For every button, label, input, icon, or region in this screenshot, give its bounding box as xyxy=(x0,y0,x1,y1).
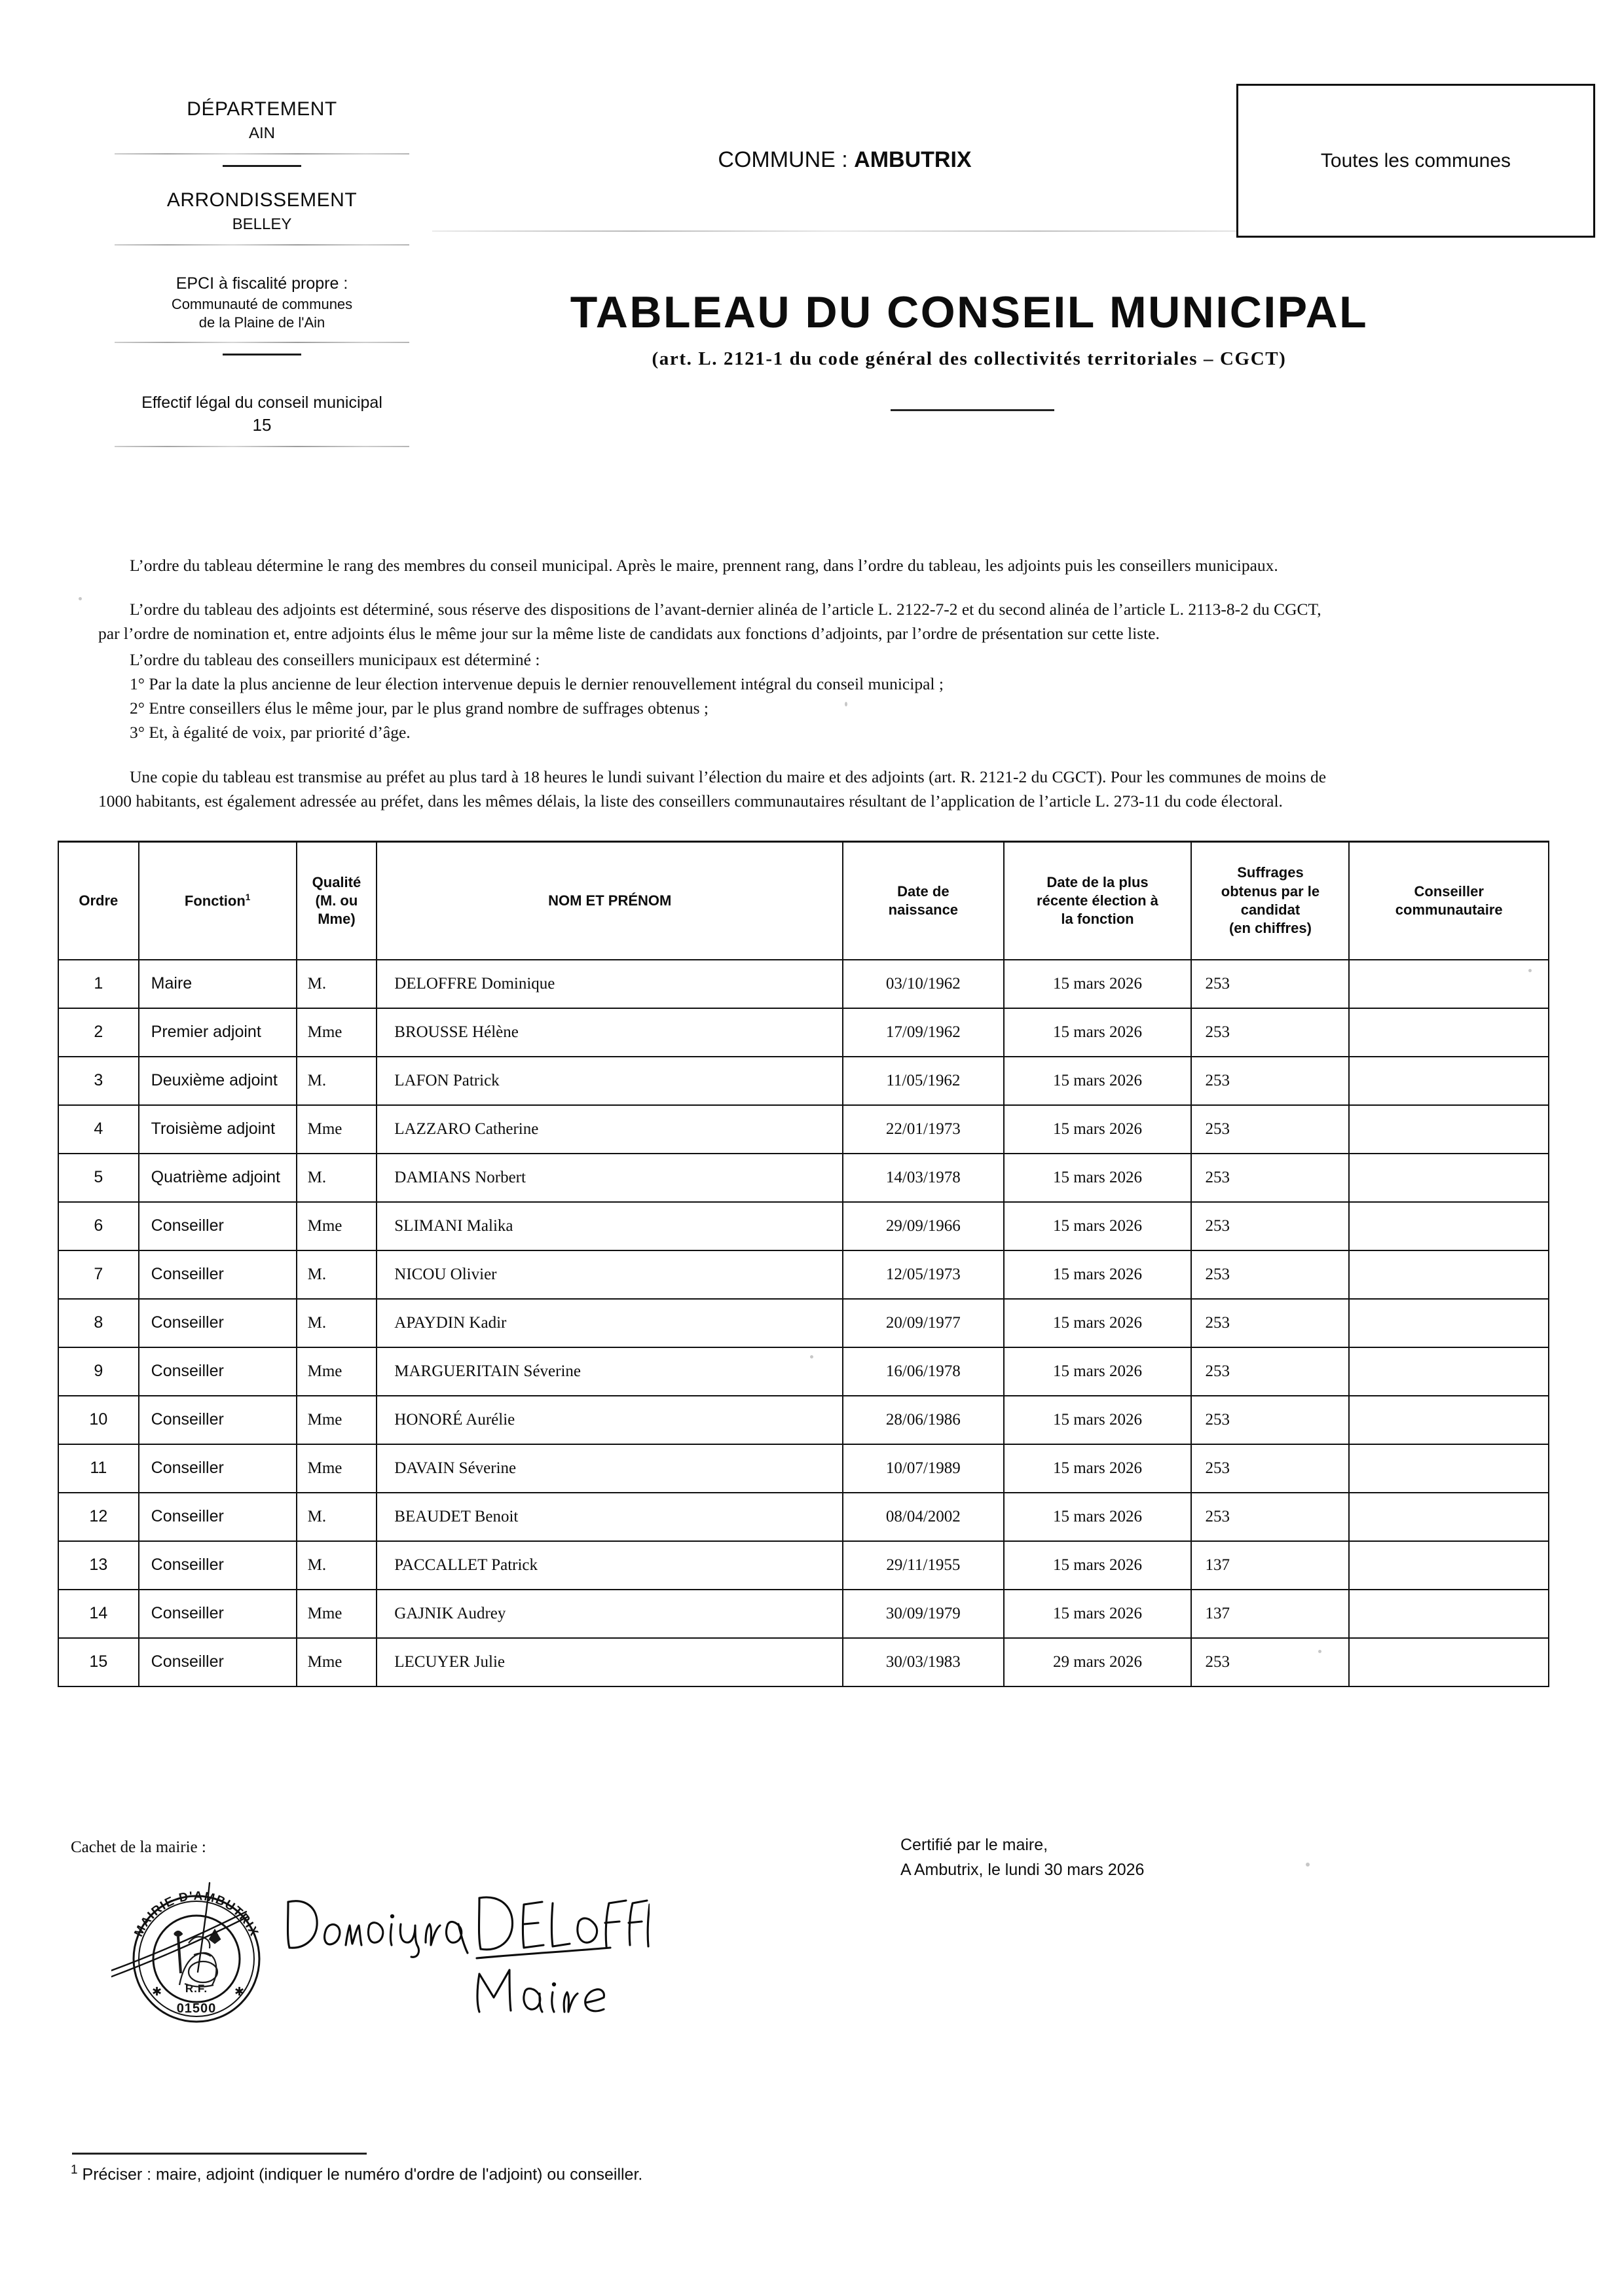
col-header-qualite-l2: (M. ou xyxy=(315,892,358,909)
cell-communautaire xyxy=(1349,1057,1549,1105)
col-header-naissance-l1: Date de xyxy=(897,883,950,900)
arrondissement-value: BELLEY xyxy=(232,215,292,233)
cell-communautaire xyxy=(1349,1541,1549,1590)
cell-qualite: Mme xyxy=(297,1396,377,1444)
cell-qualite: M. xyxy=(297,960,377,1008)
cell-suffrages: 253 xyxy=(1191,1057,1349,1105)
col-header-naissance-l2: naissance xyxy=(888,901,959,918)
cell-election: 29 mars 2026 xyxy=(1004,1638,1192,1686)
cell-suffrages: 253 xyxy=(1191,1250,1349,1299)
cell-communautaire xyxy=(1349,1154,1549,1202)
legal-text-block xyxy=(98,553,1539,813)
title-underline xyxy=(891,409,1054,411)
epci-name-line1: Communauté de communes xyxy=(171,296,353,312)
cell-election: 15 mars 2026 xyxy=(1004,1057,1192,1105)
col-header-qualite-l1: Qualité xyxy=(312,873,361,890)
table-row xyxy=(58,1154,1549,1202)
col-header-election-l2: récente élection à xyxy=(1037,892,1158,909)
cell-suffrages: 253 xyxy=(1191,1202,1349,1250)
epci-name-line2: de la Plaine de l'Ain xyxy=(198,314,325,331)
legal-paragraph-2-line2: par l’ordre de nomination et, entre adjoints élus le même jour sur la même liste de candidats aux fonctions d’adjoints, par l’ordre de présentation sur cette liste. xyxy=(98,624,1160,644)
cell-election: 15 mars 2026 xyxy=(1004,1008,1192,1057)
legal-item-1: 1° Par la date la plus ancienne de leur élection intervenue depuis le dernier renouvellement intégral du conseil municipal ; xyxy=(130,674,944,693)
cell-communautaire xyxy=(1349,1347,1549,1396)
cell-qualite: M. xyxy=(297,1057,377,1105)
cell-qualite: Mme xyxy=(297,1638,377,1686)
cell-nom: LAFON Patrick xyxy=(377,1057,843,1105)
cell-qualite: M. xyxy=(297,1250,377,1299)
col-header-election-l3: la fonction xyxy=(1061,910,1134,927)
col-header-qualite xyxy=(297,842,377,960)
footnote xyxy=(71,2163,642,2184)
cell-fonction: Conseiller xyxy=(139,1396,297,1444)
table-body xyxy=(58,960,1549,1686)
cell-naissance: 14/03/1978 xyxy=(843,1154,1003,1202)
col-header-date-election xyxy=(1004,842,1192,960)
cell-nom: SLIMANI Malika xyxy=(377,1202,843,1250)
cell-communautaire xyxy=(1349,1202,1549,1250)
scan-speckle xyxy=(1528,969,1532,972)
cell-naissance: 28/06/1986 xyxy=(843,1396,1003,1444)
col-header-nom-prenom: NOM ET PRÉNOM xyxy=(377,842,843,960)
effectif-value: 15 xyxy=(252,415,272,435)
scan-artifact-rule-1 xyxy=(432,230,1238,232)
col-header-suffrages-l3: candidat xyxy=(1240,901,1301,918)
cell-communautaire xyxy=(1349,1299,1549,1347)
table-header xyxy=(58,842,1549,960)
cell-suffrages: 253 xyxy=(1191,1299,1349,1347)
table-row xyxy=(58,1202,1549,1250)
cell-ordre: 2 xyxy=(58,1008,139,1057)
cell-naissance: 29/09/1966 xyxy=(843,1202,1003,1250)
legal-item-2: 2° Entre conseillers élus le même jour, par le plus grand nombre de suffrages obtenus ; xyxy=(130,699,709,718)
cell-suffrages: 253 xyxy=(1191,1396,1349,1444)
arrondissement-label: ARRONDISSEMENT xyxy=(166,189,358,211)
cell-suffrages: 253 xyxy=(1191,1154,1349,1202)
cell-communautaire xyxy=(1349,960,1549,1008)
cell-naissance: 22/01/1973 xyxy=(843,1105,1003,1154)
cell-election: 15 mars 2026 xyxy=(1004,1105,1192,1154)
col-header-suffrages-l2: obtenus par le xyxy=(1221,883,1320,900)
table-row xyxy=(58,1057,1549,1105)
legal-paragraph-4-line1: Une copie du tableau est transmise au préfet au plus tard à 18 heures le lundi suivant l’élection du maire et des adjoints (art. R. 2121-2 du CGCT). Pour les communes de moins de xyxy=(130,767,1327,786)
col-header-fonction xyxy=(139,842,297,960)
cell-nom: HONORÉ Aurélie xyxy=(377,1396,843,1444)
svg-text:MAIRIE D'AMBUTRIX: MAIRIE D'AMBUTRIX xyxy=(132,1889,261,1939)
cell-qualite: Mme xyxy=(297,1202,377,1250)
cell-naissance: 20/09/1977 xyxy=(843,1299,1003,1347)
cell-nom: BROUSSE Hélène xyxy=(377,1008,843,1057)
table-row xyxy=(58,1396,1549,1444)
cell-fonction: Deuxième adjoint xyxy=(139,1057,297,1105)
cell-qualite: Mme xyxy=(297,1590,377,1638)
cell-election: 15 mars 2026 xyxy=(1004,1396,1192,1444)
cell-fonction: Quatrième adjoint xyxy=(139,1154,297,1202)
toutes-les-communes-box xyxy=(1236,84,1595,238)
cell-fonction: Conseiller xyxy=(139,1541,297,1590)
epci-label: EPCI à fiscalité propre : xyxy=(175,274,348,293)
cell-naissance: 10/07/1989 xyxy=(843,1444,1003,1493)
cell-ordre: 1 xyxy=(58,960,139,1008)
cell-nom: DAMIANS Norbert xyxy=(377,1154,843,1202)
header-left-block xyxy=(79,98,445,447)
table-row xyxy=(58,1590,1549,1638)
header-divider-3 xyxy=(115,244,409,246)
cell-fonction: Conseiller xyxy=(139,1590,297,1638)
col-header-conseiller-communautaire xyxy=(1349,842,1549,960)
col-header-commu-l2: communautaire xyxy=(1395,901,1503,918)
cell-fonction: Conseiller xyxy=(139,1493,297,1541)
cell-qualite: M. xyxy=(297,1493,377,1541)
cell-ordre: 4 xyxy=(58,1105,139,1154)
departement-value: AIN xyxy=(248,124,275,142)
header-divider-2 xyxy=(223,165,301,167)
cell-nom: PACCALLET Patrick xyxy=(377,1541,843,1590)
cell-nom: LECUYER Julie xyxy=(377,1638,843,1686)
cell-ordre: 8 xyxy=(58,1299,139,1347)
cell-qualite: Mme xyxy=(297,1008,377,1057)
table-row xyxy=(58,960,1549,1008)
table-row xyxy=(58,1008,1549,1057)
cell-nom: DAVAIN Séverine xyxy=(377,1444,843,1493)
cell-fonction: Conseiller xyxy=(139,1444,297,1493)
effectif-label: Effectif légal du conseil municipal xyxy=(141,393,382,412)
cell-election: 15 mars 2026 xyxy=(1004,1250,1192,1299)
col-header-suffrages xyxy=(1191,842,1349,960)
cell-election: 15 mars 2026 xyxy=(1004,1590,1192,1638)
cell-communautaire xyxy=(1349,1590,1549,1638)
cell-nom: LAZZARO Catherine xyxy=(377,1105,843,1154)
col-header-commu-l1: Conseiller xyxy=(1414,883,1484,900)
cell-communautaire xyxy=(1349,1493,1549,1541)
cell-ordre: 5 xyxy=(58,1154,139,1202)
col-header-suffrages-l1: Suffrages xyxy=(1237,864,1304,881)
cell-communautaire xyxy=(1349,1638,1549,1686)
table-row xyxy=(58,1541,1549,1590)
col-header-fonction-label: Fonction xyxy=(184,892,246,909)
scan-speckle xyxy=(1306,1863,1310,1867)
cell-election: 15 mars 2026 xyxy=(1004,1493,1192,1541)
commune-value: AMBUTRIX xyxy=(854,147,972,172)
cell-qualite: Mme xyxy=(297,1444,377,1493)
cell-naissance: 11/05/1962 xyxy=(843,1057,1003,1105)
svg-text:R.F.: R.F. xyxy=(185,1982,208,1995)
cell-naissance: 12/05/1973 xyxy=(843,1250,1003,1299)
svg-text:✱: ✱ xyxy=(234,1985,245,1998)
cell-ordre: 3 xyxy=(58,1057,139,1105)
cell-ordre: 9 xyxy=(58,1347,139,1396)
cachet-label: Cachet de la mairie : xyxy=(71,1838,206,1856)
commune-label: COMMUNE : xyxy=(718,147,848,172)
cell-suffrages: 253 xyxy=(1191,1105,1349,1154)
page-subtitle: (art. L. 2121-1 du code général des collectivités territoriales – CGCT) xyxy=(652,348,1287,369)
certification-line-1: Certifié par le maire, xyxy=(900,1836,1048,1854)
cell-nom: NICOU Olivier xyxy=(377,1250,843,1299)
cell-ordre: 15 xyxy=(58,1638,139,1686)
col-header-suffrages-l4: (en chiffres) xyxy=(1228,919,1312,936)
cell-nom: DELOFFRE Dominique xyxy=(377,960,843,1008)
cell-naissance: 08/04/2002 xyxy=(843,1493,1003,1541)
cell-naissance: 30/09/1979 xyxy=(843,1590,1003,1638)
cell-fonction: Conseiller xyxy=(139,1638,297,1686)
footnote-divider xyxy=(72,2153,367,2155)
legal-paragraph-3: L’ordre du tableau des conseillers municipaux est déterminé : xyxy=(130,649,540,669)
cell-ordre: 7 xyxy=(58,1250,139,1299)
legal-paragraph-4-line2: 1000 habitants, est également adressée au préfet, dans les mêmes délais, la liste des conseillers communautaires résultant de l’application de l’article L. 273-11 du code électoral. xyxy=(98,791,1283,811)
cell-nom: MARGUERITAIN Séverine xyxy=(377,1347,843,1396)
footnote-text: Préciser : maire, adjoint (indiquer le numéro d'ordre de l'adjoint) ou conseiller. xyxy=(82,2165,643,2184)
epci-block xyxy=(79,274,445,331)
col-header-qualite-l3: Mme) xyxy=(318,910,356,927)
cell-election: 15 mars 2026 xyxy=(1004,1202,1192,1250)
header-divider-5 xyxy=(223,354,301,355)
cell-naissance: 17/09/1962 xyxy=(843,1008,1003,1057)
cell-fonction: Conseiller xyxy=(139,1347,297,1396)
col-header-fonction-footnote-mark: 1 xyxy=(245,892,251,902)
table-row xyxy=(58,1105,1549,1154)
cell-suffrages: 253 xyxy=(1191,1008,1349,1057)
cell-ordre: 11 xyxy=(58,1444,139,1493)
cell-suffrages: 253 xyxy=(1191,1347,1349,1396)
cell-communautaire xyxy=(1349,1008,1549,1057)
cell-communautaire xyxy=(1349,1250,1549,1299)
cell-fonction: Maire xyxy=(139,960,297,1008)
cell-election: 15 mars 2026 xyxy=(1004,1154,1192,1202)
table-row xyxy=(58,1299,1549,1347)
table-row xyxy=(58,1250,1549,1299)
cell-ordre: 14 xyxy=(58,1590,139,1638)
certification-block xyxy=(900,1833,1144,1882)
table-row xyxy=(58,1347,1549,1396)
table-row xyxy=(58,1493,1549,1541)
cell-communautaire xyxy=(1349,1396,1549,1444)
cell-suffrages: 137 xyxy=(1191,1541,1349,1590)
header-divider-6 xyxy=(115,446,409,447)
table-row xyxy=(58,1638,1549,1686)
effectif-block xyxy=(79,393,445,435)
cell-qualite: Mme xyxy=(297,1347,377,1396)
cell-nom: GAJNIK Audrey xyxy=(377,1590,843,1638)
commune-title xyxy=(537,147,1153,173)
header-divider-1 xyxy=(115,153,409,155)
cell-suffrages: 253 xyxy=(1191,960,1349,1008)
conseil-municipal-table xyxy=(58,841,1549,1687)
footnote-mark: 1 xyxy=(71,2163,78,2177)
col-header-ordre: Ordre xyxy=(58,842,139,960)
table-row xyxy=(58,1444,1549,1493)
cell-naissance: 29/11/1955 xyxy=(843,1541,1003,1590)
cell-election: 15 mars 2026 xyxy=(1004,1299,1192,1347)
cell-election: 15 mars 2026 xyxy=(1004,960,1192,1008)
cell-ordre: 6 xyxy=(58,1202,139,1250)
cell-nom: APAYDIN Kadir xyxy=(377,1299,843,1347)
scan-speckle xyxy=(810,1355,813,1358)
cell-suffrages: 253 xyxy=(1191,1638,1349,1686)
page-title: TABLEAU DU CONSEIL MUNICIPAL xyxy=(570,287,1369,337)
cell-ordre: 10 xyxy=(58,1396,139,1444)
cell-suffrages: 253 xyxy=(1191,1493,1349,1541)
legal-paragraph-2-line1: L’ordre du tableau des adjoints est déterminé, sous réserve des dispositions de l’avant-dernier alinéa de l’article L. 2122-7-2 et du second alinéa de l’article L. 2113-8-2 du CGCT, xyxy=(130,600,1321,619)
cell-nom: BEAUDET Benoit xyxy=(377,1493,843,1541)
col-header-date-naissance xyxy=(843,842,1003,960)
cell-naissance: 30/03/1983 xyxy=(843,1638,1003,1686)
cell-ordre: 13 xyxy=(58,1541,139,1590)
cell-communautaire xyxy=(1349,1105,1549,1154)
cell-suffrages: 253 xyxy=(1191,1444,1349,1493)
cell-ordre: 12 xyxy=(58,1493,139,1541)
cell-fonction: Conseiller xyxy=(139,1202,297,1250)
cell-naissance: 03/10/1962 xyxy=(843,960,1003,1008)
cell-qualite: M. xyxy=(297,1154,377,1202)
mairie-stamp xyxy=(111,1874,282,2044)
svg-text:01500: 01500 xyxy=(176,2001,217,2016)
cell-qualite: M. xyxy=(297,1541,377,1590)
cell-communautaire xyxy=(1349,1444,1549,1493)
cell-naissance: 16/06/1978 xyxy=(843,1347,1003,1396)
toutes-les-communes-label: Toutes les communes xyxy=(1320,149,1511,172)
legal-item-3: 3° Et, à égalité de voix, par priorité d’âge. xyxy=(130,723,411,742)
header-divider-4 xyxy=(115,342,409,343)
cell-fonction: Troisième adjoint xyxy=(139,1105,297,1154)
cell-fonction: Conseiller xyxy=(139,1250,297,1299)
col-header-election-l1: Date de la plus xyxy=(1046,873,1149,890)
cell-fonction: Premier adjoint xyxy=(139,1008,297,1057)
certification-line-2: A Ambutrix, le lundi 30 mars 2026 xyxy=(900,1860,1145,1879)
scan-speckle xyxy=(79,597,82,600)
cell-election: 15 mars 2026 xyxy=(1004,1541,1192,1590)
svg-text:✱: ✱ xyxy=(152,1985,162,1998)
legal-paragraph-1: L’ordre du tableau détermine le rang des membres du conseil municipal. Après le maire, prennent rang, dans l’ordre du tableau, les adjoints puis les conseillers municipaux. xyxy=(130,556,1278,575)
cell-fonction: Conseiller xyxy=(139,1299,297,1347)
scan-speckle xyxy=(1318,1650,1321,1653)
cell-suffrages: 137 xyxy=(1191,1590,1349,1638)
scan-speckle xyxy=(845,702,847,706)
handwritten-signature xyxy=(283,1882,650,2020)
cell-election: 15 mars 2026 xyxy=(1004,1444,1192,1493)
departement-label: DÉPARTEMENT xyxy=(187,98,337,120)
cell-election: 15 mars 2026 xyxy=(1004,1347,1192,1396)
cell-qualite: Mme xyxy=(297,1105,377,1154)
table-header-row xyxy=(58,842,1549,960)
cell-qualite: M. xyxy=(297,1299,377,1347)
